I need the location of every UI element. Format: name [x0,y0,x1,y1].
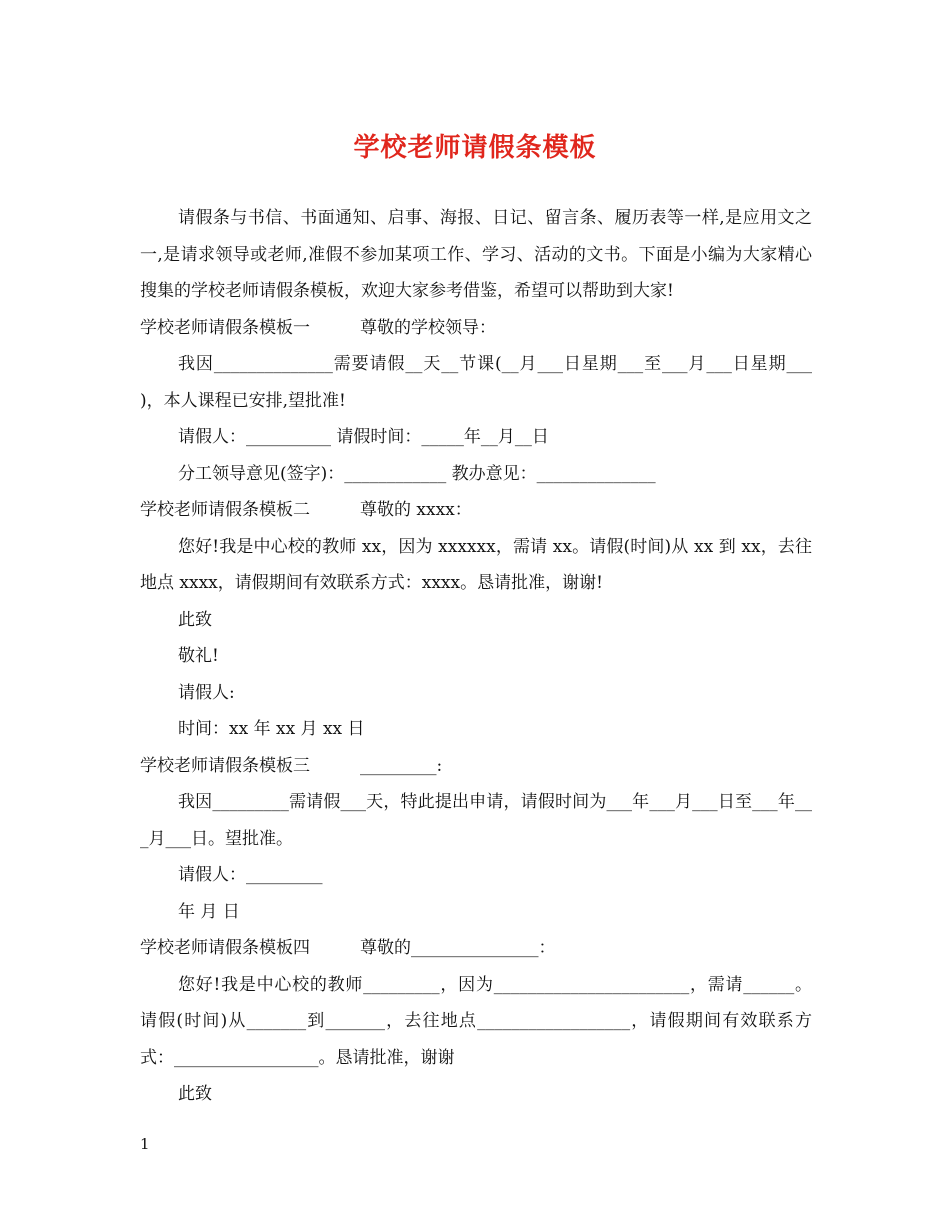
template-4-heading: 学校老师请假条模板四 [140,938,310,958]
template-1-heading-line [140,310,812,347]
template-2-salutation: 尊敬的 xxxx： [360,500,472,520]
template-1-body: 我因______________需要请假__天__节课(__月___日星期___至___月___日星期___ )，本人课程已安排,望批准! [140,354,812,411]
template-4-salutation: 尊敬的_______________： [360,938,556,958]
template-3-heading-line [140,748,812,785]
template-2-heading-line [140,492,812,529]
template-3-salutation: _________: [360,755,443,776]
template-2-closing-1: 此致 [178,609,212,630]
template-2-applicant: 请假人: [178,682,235,703]
template-1-opinion-line: 分工领导意见(签字)：____________ 教办意见：______________ [178,463,656,484]
template-1-salutation: 尊敬的学校领导： [360,317,496,338]
template-4-body: 您好!我是中心校的教师_________，因为_______________________，需请______。请假(时间)从_______到_______，去往地点__________________，请假期间有效联系方式：_________________。恳请批准，谢谢 [140,974,812,1068]
template-3-applicant: 请假人：_________ [178,865,323,885]
template-2-heading: 学校老师请假条模板二 [140,500,310,520]
template-1-applicant-line: 请假人：__________ 请假时间：_____年__月__日 [178,427,549,447]
template-4-heading-line [140,930,812,967]
template-3-body: 我因_________需请假___天，特此提出申请，请假时间为___年___月___日至___年___月___日。望批准。 [140,792,812,849]
template-2-date: 时间：xx 年 xx 月 xx 日 [178,719,365,739]
template-2-closing-2: 敬礼! [178,646,219,666]
document-title: 学校老师请假条模板 [353,133,597,163]
page-number: 1 [140,1135,150,1153]
document-body [140,200,812,1113]
template-1-heading: 学校老师请假条模板一 [140,317,310,338]
intro-paragraph: 请假条与书信、书面通知、启事、海报、日记、留言条、履历表等一样,是应用文之一,是请求领导或老师,准假不参加某项工作、学习、活动的文书。下面是小编为大家精心搜集的学校老师请假条模板，欢迎大家参考借鉴，希望可以帮助到大家! [140,208,812,301]
template-3-date: 年 月 日 [178,901,240,922]
template-2-body: 您好!我是中心校的教师 xx，因为 xxxxxx，需请 xx。请假(时间)从 xx 到 xx，去往地点 xxxx，请假期间有效联系方式：xxxx。恳请批准，谢谢! [140,536,812,593]
template-4-closing-1: 此致 [178,1084,212,1104]
template-3-heading: 学校老师请假条模板三 [140,755,310,776]
